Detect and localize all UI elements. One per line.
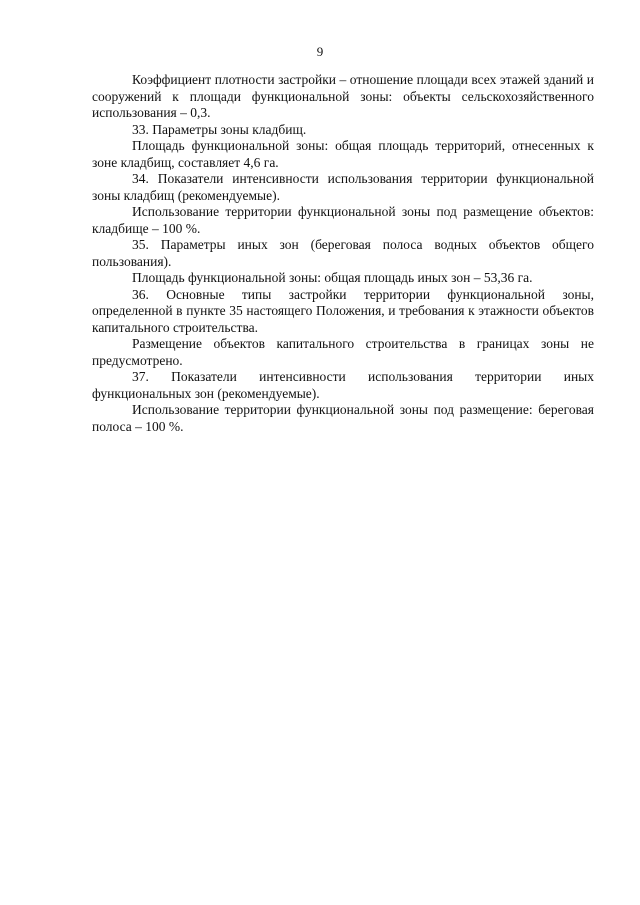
paragraph-shoreline-land-use: Использование территории функциональной зоны под размещение: береговая полоса – 100 %. (92, 402, 594, 434)
paragraph-other-zones-area: Площадь функциональной зоны: общая площадь иных зон – 53,36 га. (132, 270, 533, 285)
paragraph-33-cemetery-zone-parameters: 33. Параметры зоны кладбищ. (132, 121, 307, 137)
paragraph-no-construction: Размещение объектов капитального строительства в границах зоны не предусмотрено. (92, 336, 594, 368)
document-body (92, 72, 594, 435)
paragraph-cemetery-land-use: Использование территории функциональной зоны под размещение объектов: кладбище – 100 %. (92, 204, 594, 236)
paragraph-34-cemetery-intensity-indicators: 34. Показатели интенсивности использования территории функциональной зоны кладбищ (рекомендуемые). (92, 171, 594, 203)
paragraph-36-building-types: 36. Основные типы застройки территории функциональной зоны, определенной в пункте 35 настоящего Положения, и требования к этажности объектов капитального строительства. (92, 286, 594, 335)
paragraph-building-density: Коэффициент плотности застройки – отношение площади всех этажей зданий и сооружений к площади функциональной зоны: объекты сельскохозяйственного использования – 0,3. (92, 72, 594, 120)
page-number: 9 (316, 44, 324, 59)
paragraph-cemetery-zone-area: Площадь функциональной зоны: общая площадь территорий, отнесенных к зоне кладбищ, составляет 4,6 га. (92, 138, 594, 170)
paragraph-35-other-zones-parameters: 35. Параметры иных зон (береговая полоса водных объектов общего пользования). (92, 237, 594, 269)
paragraph-37-other-zones-intensity: 37. Показатели интенсивности использования территории иных функциональных зон (рекомендуемые). (92, 369, 594, 401)
